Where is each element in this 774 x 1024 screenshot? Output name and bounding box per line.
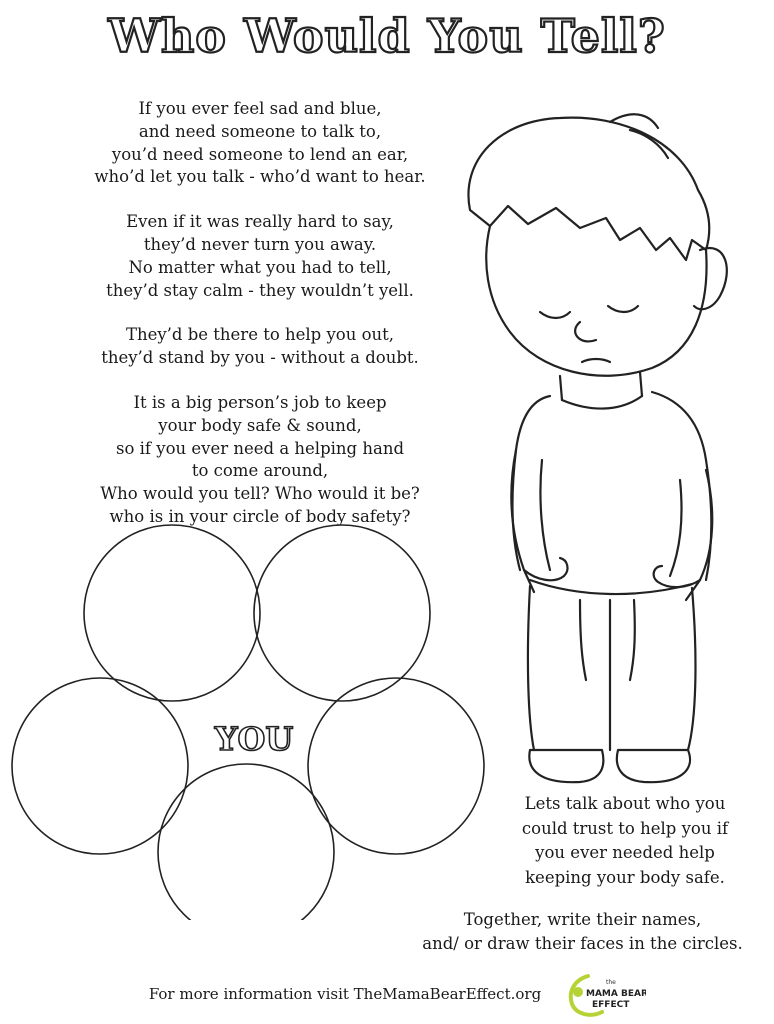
together-text [400, 908, 765, 956]
instructions-text [490, 792, 760, 890]
instruction-line: Lets talk about who you [524, 794, 726, 813]
poem-line: Who would you tell? Who would it be? [100, 484, 420, 504]
page-title [0, 0, 774, 70]
poem-line: who is in your circle of body safety? [109, 506, 411, 526]
together-line: and/ or draw their faces in the circles. [422, 934, 743, 953]
poem-line: so if you ever need a helping hand [115, 438, 405, 458]
poem-line: Even if it was really hard to say, [126, 212, 394, 232]
circle-top-right[interactable] [254, 525, 430, 701]
poem [40, 98, 480, 551]
bear-icon [573, 987, 583, 997]
sad-boy-illustration [430, 100, 760, 790]
poem-line: If you ever feel sad and blue, [138, 99, 382, 118]
stanza [40, 392, 480, 529]
footer-text: For more information visit TheMamaBearEffect.org [148, 985, 542, 1003]
poem-line: who’d let you talk - who’d want to hear. [94, 167, 426, 187]
together-line: Together, write their names, [463, 910, 702, 929]
you-label: YOU [214, 720, 294, 758]
poem-line: to come around, [191, 461, 329, 481]
logo-line1: MAMA BEAR [586, 989, 646, 999]
poem-line: you’d need someone to lend an ear, [111, 144, 409, 164]
stanza [40, 324, 480, 370]
circle-bottom[interactable] [158, 764, 334, 920]
poem-line: It is a big person’s job to keep [133, 392, 387, 412]
poem-line: they’d never turn you away. [143, 234, 377, 254]
circle-top-left[interactable] [84, 525, 260, 701]
poem-line: and need someone to talk to, [138, 121, 382, 141]
poem-line: No matter what you had to tell, [128, 257, 392, 277]
instruction-line: you ever needed help [535, 843, 715, 862]
logo-small-text: the [606, 979, 616, 986]
poem-line: your body safe & sound, [158, 415, 362, 435]
mama-bear-effect-logo [566, 970, 646, 1018]
safety-circles [0, 520, 500, 920]
stanza [40, 98, 480, 189]
instruction-line: keeping your body safe. [525, 867, 725, 887]
stanza [40, 211, 480, 302]
title-text: Who Would You Tell? [108, 9, 666, 63]
instruction-line: could trust to help you if [521, 818, 729, 838]
poem-line: They’d be there to help you out, [125, 325, 395, 345]
logo-line2: EFFECT [592, 1000, 630, 1010]
poem-line: they’d stand by you - without a doubt. [101, 348, 419, 368]
poem-line: they’d stay calm - they wouldn’t yell. [106, 280, 414, 300]
